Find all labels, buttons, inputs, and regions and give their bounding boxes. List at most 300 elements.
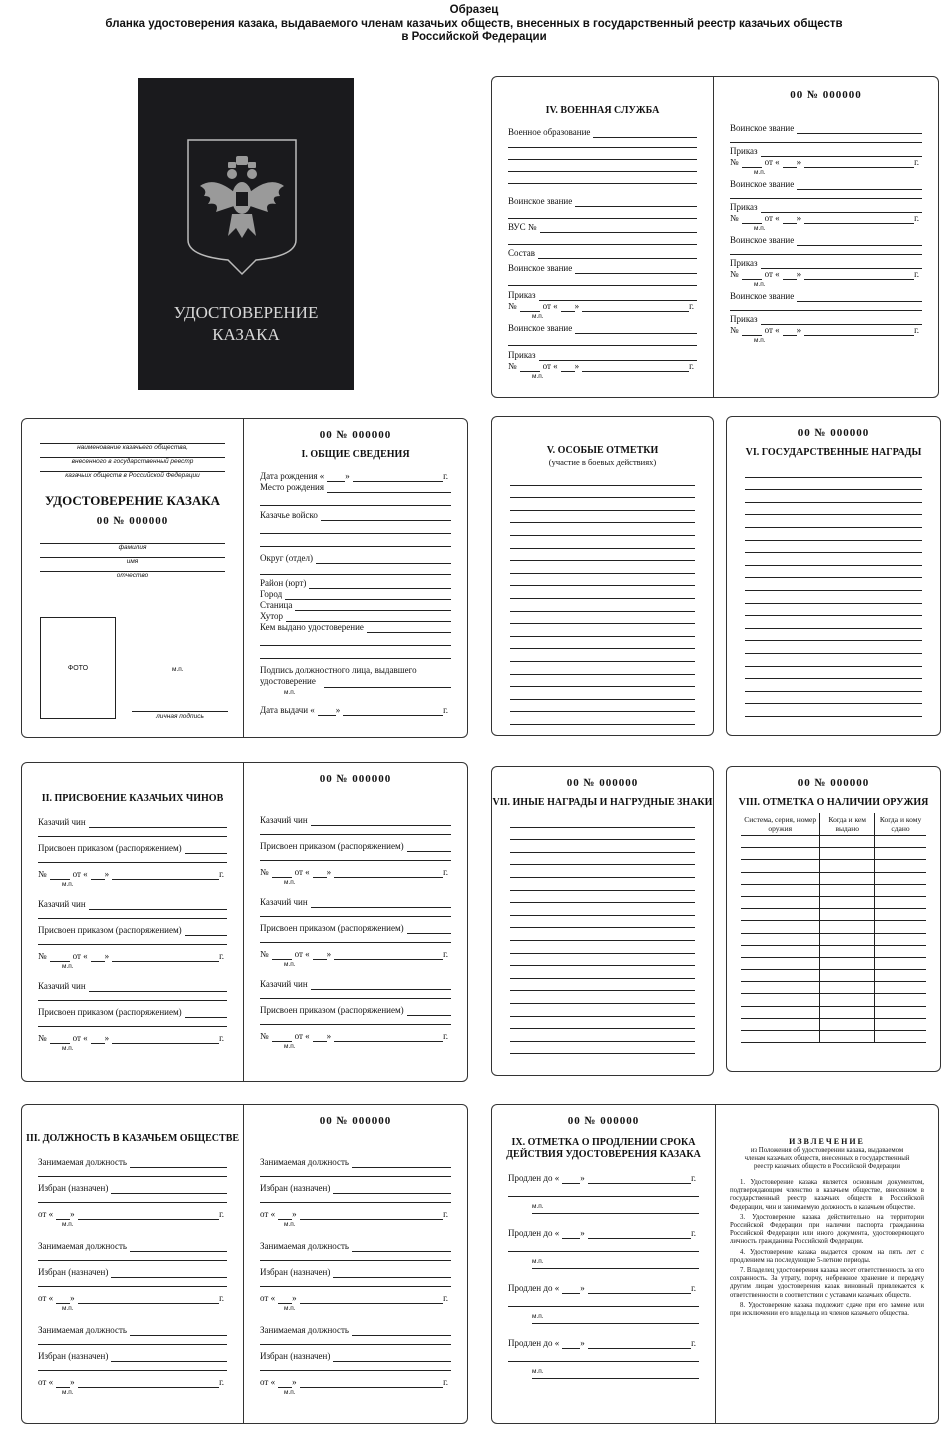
label: » xyxy=(580,1283,585,1293)
form-row xyxy=(260,1209,451,1220)
label: Округ (отдел) xyxy=(260,553,313,563)
table-cell xyxy=(875,945,926,957)
table-cell xyxy=(875,1031,926,1043)
ruled-line xyxy=(745,654,922,667)
ruled-line xyxy=(745,478,922,491)
stamp-place: м.п. xyxy=(284,1389,296,1396)
form-row xyxy=(260,1031,451,1042)
label: » xyxy=(292,1293,297,1303)
label: » xyxy=(796,213,802,223)
label: от « xyxy=(764,157,780,167)
form-row xyxy=(260,1293,451,1304)
ruled-line xyxy=(510,966,695,979)
label: Присвоен приказом (распоряжением) xyxy=(260,923,404,933)
ruled-line xyxy=(510,624,695,637)
label: Приказ xyxy=(508,290,536,300)
label: г. xyxy=(691,1228,696,1238)
ruled-line xyxy=(745,503,922,516)
column-header: Когда и кому сдано xyxy=(875,813,926,836)
serial-number: 00 № 000000 xyxy=(319,773,392,785)
ruled-line xyxy=(510,878,695,891)
cover-title-line-2: КАЗАКА xyxy=(212,325,280,344)
form-row xyxy=(508,1173,699,1184)
page-special-marks xyxy=(491,416,714,736)
table-cell xyxy=(820,982,875,994)
label: г. xyxy=(691,1173,696,1183)
table-cell xyxy=(741,982,820,994)
header-line-1: Образец xyxy=(449,4,499,16)
header-line-2: бланка удостоверения казака, выдаваемого членам казачьих обществ, внесенных в государственный реестр казачьих обществ xyxy=(105,17,843,30)
label: Приказ xyxy=(730,258,758,268)
label: » xyxy=(335,705,341,715)
label: » xyxy=(70,1209,75,1219)
ruled-line xyxy=(510,916,695,929)
ruled-line xyxy=(510,473,695,486)
stamp-place: м.п. xyxy=(284,879,296,886)
table-cell xyxy=(875,933,926,945)
label: Присвоен приказом (распоряжением) xyxy=(38,925,182,935)
extract-p7: 7. Владелец удостоверения казака несет ответственность за его сохранность. За утрату, порчу, небрежное хранение и передачу другим лицам удостоверения казак виновный привлекается к ответственности в соответствии с уставами казачьих обществ. xyxy=(730,1267,924,1299)
ruled-line xyxy=(745,591,922,604)
ruled-lines xyxy=(745,465,922,717)
org-caption-1: наименование казачьего общества, xyxy=(77,444,188,451)
label: » xyxy=(292,1209,297,1219)
label: Избран (назначен) xyxy=(38,1267,109,1277)
label: от « xyxy=(38,1293,54,1303)
table-row xyxy=(741,982,926,994)
spread-position xyxy=(21,1104,468,1424)
label: г. xyxy=(914,213,919,223)
label: Воинское звание xyxy=(508,263,573,273)
ruled-line xyxy=(510,549,695,562)
coat-of-arms-icon xyxy=(184,136,300,276)
table-cell xyxy=(875,1006,926,1018)
stamp-place: м.п. xyxy=(62,881,74,888)
table-row xyxy=(741,848,926,860)
label: г. xyxy=(691,1338,696,1348)
label: Казачий чин xyxy=(38,899,86,909)
table-cell xyxy=(741,909,820,921)
label: Продлен до « xyxy=(508,1228,560,1238)
label: от « xyxy=(542,361,558,371)
table-cell xyxy=(741,1018,820,1030)
label: » xyxy=(796,157,802,167)
surname-caption: фамилия xyxy=(118,544,147,551)
patronymic-caption: отчество xyxy=(116,572,149,579)
ruled-line xyxy=(745,566,922,579)
serial-number: 00 № 000000 xyxy=(96,515,169,527)
label: » xyxy=(580,1338,585,1348)
stamp-place: м.п. xyxy=(284,689,296,696)
name-caption: имя xyxy=(126,558,139,565)
section-title: III. ДОЛЖНОСТЬ В КАЗАЧЬЕМ ОБЩЕСТВЕ xyxy=(25,1133,240,1144)
serial-number: 00 № 000000 xyxy=(797,427,870,439)
section-title: VI. ГОСУДАРСТВЕННЫЕ НАГРАДЫ xyxy=(745,447,922,458)
ruled-line xyxy=(510,687,695,700)
ruled-line xyxy=(745,667,922,680)
label: № xyxy=(38,869,47,879)
label: г. xyxy=(689,361,694,371)
label: от « xyxy=(72,1033,88,1043)
label: » xyxy=(796,325,802,335)
label: № xyxy=(38,1033,47,1043)
label: Город xyxy=(260,589,283,599)
serial-number: 00 № 000000 xyxy=(790,89,862,101)
form-row xyxy=(38,925,227,936)
label: » xyxy=(580,1228,585,1238)
label: ВУС № xyxy=(508,222,537,232)
page-weapon xyxy=(726,766,941,1072)
ruled-line xyxy=(745,528,922,541)
section-title: II. ПРИСВОЕНИЕ КАЗАЧЬИХ ЧИНОВ xyxy=(41,793,224,804)
ruled-line xyxy=(510,637,695,650)
form-row xyxy=(260,1005,451,1016)
label: г. xyxy=(914,269,919,279)
table-row xyxy=(741,921,926,933)
label: от « xyxy=(260,1377,276,1387)
table-cell xyxy=(741,1031,820,1043)
stamp-place: м.п. xyxy=(754,225,766,232)
label: » xyxy=(104,951,110,961)
serial-number: 00 № 000000 xyxy=(566,777,639,789)
label: Казачий чин xyxy=(260,897,308,907)
section-title-line-2: ДЕЙСТВИЯ УДОСТОВЕРЕНИЯ КАЗАКА xyxy=(506,1149,701,1160)
ruled-line xyxy=(510,561,695,574)
table-row xyxy=(741,1018,926,1030)
label: » xyxy=(326,1031,332,1041)
label: № xyxy=(730,157,739,167)
table-cell xyxy=(820,933,875,945)
label: г. xyxy=(443,949,448,959)
label: Приказ xyxy=(730,146,758,156)
label: от « xyxy=(542,301,558,311)
form-row xyxy=(260,979,451,990)
label: г. xyxy=(691,1283,696,1293)
label: г. xyxy=(443,705,448,715)
form-row xyxy=(260,815,451,826)
label: г. xyxy=(443,1293,448,1303)
label: г. xyxy=(443,471,448,481)
label: Присвоен приказом (распоряжением) xyxy=(260,1005,404,1015)
cover-title-line-1: УДОСТОВЕРЕНИЕ xyxy=(173,303,319,322)
page-other-awards xyxy=(491,766,714,1076)
label: Дата рождения « xyxy=(260,471,325,481)
section-title: VIII. ОТМЕТКА О НАЛИЧИИ ОРУЖИЯ xyxy=(738,797,929,808)
label: Район (юрт) xyxy=(260,578,307,588)
ruled-line xyxy=(510,903,695,916)
table-cell xyxy=(820,884,875,896)
label: № xyxy=(508,361,517,371)
ruled-line xyxy=(510,586,695,599)
table-cell xyxy=(820,848,875,860)
table-cell xyxy=(820,872,875,884)
serial-number: 00 № 000000 xyxy=(567,1115,640,1127)
ruled-line xyxy=(510,675,695,688)
form-row xyxy=(38,1209,227,1220)
label: от « xyxy=(260,1293,276,1303)
table-cell xyxy=(741,836,820,848)
table-cell xyxy=(741,945,820,957)
ruled-line xyxy=(510,941,695,954)
table-cell xyxy=(820,896,875,908)
table-cell xyxy=(820,1018,875,1030)
table-row xyxy=(741,945,926,957)
ruled-line xyxy=(510,498,695,511)
label: от « xyxy=(72,869,88,879)
label: № xyxy=(38,951,47,961)
label: Присвоен приказом (распоряжением) xyxy=(260,841,404,851)
form-row xyxy=(38,1293,227,1304)
table-cell xyxy=(875,872,926,884)
serial-number: 00 № 000000 xyxy=(319,1115,392,1127)
form-row xyxy=(38,869,227,880)
ruled-lines xyxy=(510,815,695,1054)
ruled-line xyxy=(510,649,695,662)
stamp-place: м.п. xyxy=(532,1258,544,1265)
label: Казачий чин xyxy=(260,815,308,825)
form-row xyxy=(38,951,227,962)
section-title: V. ОСОБЫЕ ОТМЕТКИ xyxy=(546,445,659,456)
label: от « xyxy=(764,213,780,223)
label: г. xyxy=(443,1377,448,1387)
label: Продлен до « xyxy=(508,1338,560,1348)
label: г. xyxy=(219,1377,224,1387)
ruled-line xyxy=(510,865,695,878)
label: Хутор xyxy=(260,611,284,621)
table-row xyxy=(741,860,926,872)
form-row xyxy=(38,1183,227,1194)
stamp-place: м.п. xyxy=(62,1389,74,1396)
label: № xyxy=(260,949,269,959)
photo-box: ФОТО xyxy=(40,617,116,719)
spread-front-general xyxy=(21,418,468,738)
ruled-line xyxy=(510,1042,695,1055)
table-cell xyxy=(820,970,875,982)
front-title: УДОСТОВЕРЕНИЕ КАЗАКА xyxy=(44,493,221,508)
table-row xyxy=(741,970,926,982)
label: » xyxy=(580,1173,585,1183)
form-row xyxy=(38,843,227,854)
label: от « xyxy=(38,1377,54,1387)
form-row xyxy=(260,1183,451,1194)
section-subtitle: (участие в боевых действиях) xyxy=(548,457,657,467)
ruled-line xyxy=(510,599,695,612)
label: г. xyxy=(689,301,694,311)
table-row xyxy=(741,896,926,908)
ruled-line xyxy=(745,692,922,705)
spread-cossack-ranks xyxy=(21,762,468,1082)
table-cell xyxy=(820,994,875,1006)
label: г. xyxy=(219,1033,224,1043)
ruled-line xyxy=(510,700,695,713)
label: » xyxy=(574,361,580,371)
table-row xyxy=(741,1006,926,1018)
stamp-place: м.п. xyxy=(284,1221,296,1228)
label: от « xyxy=(294,1031,310,1041)
page-state-awards xyxy=(726,416,941,736)
table-cell xyxy=(741,860,820,872)
label: № xyxy=(260,1031,269,1041)
label: г. xyxy=(443,1209,448,1219)
table-cell xyxy=(875,909,926,921)
label: » xyxy=(104,869,110,879)
extract-intro: из Положения об удостоверении казака, выдаваемом членам казачьих обществ, внесенных в государственный реестр казачьих обществ в Российской Федерации xyxy=(744,1147,910,1170)
form-row xyxy=(260,1157,451,1168)
ruled-line xyxy=(510,612,695,625)
stamp-place: м.п. xyxy=(754,281,766,288)
label: Казачье войско xyxy=(260,510,318,520)
org-caption-3: казачьих обществ в Российской Федерации xyxy=(65,472,200,479)
label: Избран (назначен) xyxy=(38,1183,109,1193)
stamp-place: м.п. xyxy=(62,963,74,970)
stamp-place: м.п. xyxy=(284,1043,296,1050)
form-row xyxy=(38,1157,227,1168)
label: г. xyxy=(219,1293,224,1303)
label: Занимаемая должность xyxy=(260,1241,350,1251)
label: Воинское звание xyxy=(730,123,795,133)
form-row xyxy=(508,1338,699,1349)
label: г. xyxy=(219,951,224,961)
table-cell xyxy=(875,848,926,860)
ruled-line xyxy=(510,1017,695,1030)
stamp-place: м.п. xyxy=(754,337,766,344)
ruled-line xyxy=(510,840,695,853)
ruled-line xyxy=(745,490,922,503)
ruled-line xyxy=(510,891,695,904)
ruled-line xyxy=(510,979,695,992)
id-cover xyxy=(138,78,354,390)
label: Приказ xyxy=(730,202,758,212)
label: от « xyxy=(764,269,780,279)
label: г. xyxy=(914,325,919,335)
weapon-table xyxy=(741,813,926,1043)
form-row xyxy=(260,949,451,960)
ruled-line xyxy=(510,991,695,1004)
table-cell xyxy=(875,884,926,896)
table-cell xyxy=(741,970,820,982)
label: от « xyxy=(72,951,88,961)
label: Состав xyxy=(508,248,536,258)
ruled-line xyxy=(745,629,922,642)
label: Продлен до « xyxy=(508,1173,560,1183)
label: от « xyxy=(764,325,780,335)
ruled-line xyxy=(510,815,695,828)
label: Воинское звание xyxy=(730,291,795,301)
label: Военное образование xyxy=(508,127,591,137)
table-cell xyxy=(820,909,875,921)
label: от « xyxy=(38,1209,54,1219)
form-row xyxy=(260,841,451,852)
table-row xyxy=(741,933,926,945)
table-cell xyxy=(741,884,820,896)
section-title: VII. ИНЫЕ НАГРАДЫ И НАГРУДНЫЕ ЗНАКИ xyxy=(492,797,713,808)
form-row xyxy=(260,1267,451,1278)
stamp-place: м.п. xyxy=(532,313,544,320)
stamp-place: м.п. xyxy=(532,1313,544,1320)
label: Избран (назначен) xyxy=(260,1183,331,1193)
ruled-line xyxy=(510,928,695,941)
form-row xyxy=(38,1351,227,1362)
label: Занимаемая должность xyxy=(260,1325,350,1335)
label: Воинское звание xyxy=(508,323,573,333)
ruled-line xyxy=(510,1004,695,1017)
label: Место рождения xyxy=(260,482,325,492)
table-cell xyxy=(741,896,820,908)
ruled-line xyxy=(510,486,695,499)
stamp-place: м.п. xyxy=(532,1203,544,1210)
label: г. xyxy=(443,1031,448,1041)
label: от « xyxy=(260,1209,276,1219)
ruled-line xyxy=(745,616,922,629)
form-row xyxy=(260,923,451,934)
table-row xyxy=(741,884,926,896)
table-cell xyxy=(820,945,875,957)
stamp-place: м.п. xyxy=(754,169,766,176)
table-cell xyxy=(741,872,820,884)
label: Казачий чин xyxy=(38,981,86,991)
label: Приказ xyxy=(508,350,536,360)
label: № xyxy=(730,269,739,279)
ruled-line xyxy=(510,1029,695,1042)
header-line-3: в Российской Федерации xyxy=(401,31,547,43)
ruled-line xyxy=(745,679,922,692)
table-cell xyxy=(820,860,875,872)
stamp-place: м.п. xyxy=(284,1305,296,1312)
table-cell xyxy=(741,921,820,933)
table-cell xyxy=(820,836,875,848)
label: » xyxy=(70,1377,75,1387)
form-row xyxy=(38,899,227,910)
ruled-line xyxy=(745,641,922,654)
table-cell xyxy=(875,921,926,933)
ruled-line xyxy=(510,511,695,524)
label: Подпись должностного лица, выдавшего удостоверение xyxy=(260,665,417,686)
section-title: IV. ВОЕННАЯ СЛУЖБА xyxy=(545,105,660,116)
ruled-line xyxy=(745,465,922,478)
table-cell xyxy=(875,982,926,994)
table-cell xyxy=(741,994,820,1006)
ruled-line xyxy=(510,536,695,549)
form-row xyxy=(38,1377,227,1388)
extract-p1: 1. Удостоверение казака является основным документом, подтверждающим членство в казачьем обществе, внесенном в государственный реестр казачьих обществ в Российской Федерации, чин и занимаемую должность в казачьем обществе. xyxy=(730,1179,924,1211)
table-cell xyxy=(875,1018,926,1030)
table-cell xyxy=(875,970,926,982)
ruled-lines xyxy=(510,473,695,725)
form-row xyxy=(38,817,227,828)
table-row xyxy=(741,872,926,884)
table-cell xyxy=(741,1006,820,1018)
ruled-line xyxy=(510,712,695,725)
stamp-place: м.п. xyxy=(532,373,544,380)
label: » xyxy=(326,949,332,959)
table-cell xyxy=(820,957,875,969)
table-cell xyxy=(741,848,820,860)
label: Воинское звание xyxy=(730,235,795,245)
label: Занимаемая должность xyxy=(38,1325,128,1335)
form-row xyxy=(260,897,451,908)
label: Избран (назначен) xyxy=(38,1351,109,1361)
label: » xyxy=(70,1293,75,1303)
label: г. xyxy=(914,157,919,167)
spread-extension xyxy=(491,1104,939,1424)
label: Занимаемая должность xyxy=(260,1157,350,1167)
form-row xyxy=(508,1283,699,1294)
label: г. xyxy=(219,869,224,879)
ruled-line xyxy=(510,523,695,536)
stamp-place: м.п. xyxy=(284,961,296,968)
table-row xyxy=(741,909,926,921)
form-row xyxy=(38,1241,227,1252)
